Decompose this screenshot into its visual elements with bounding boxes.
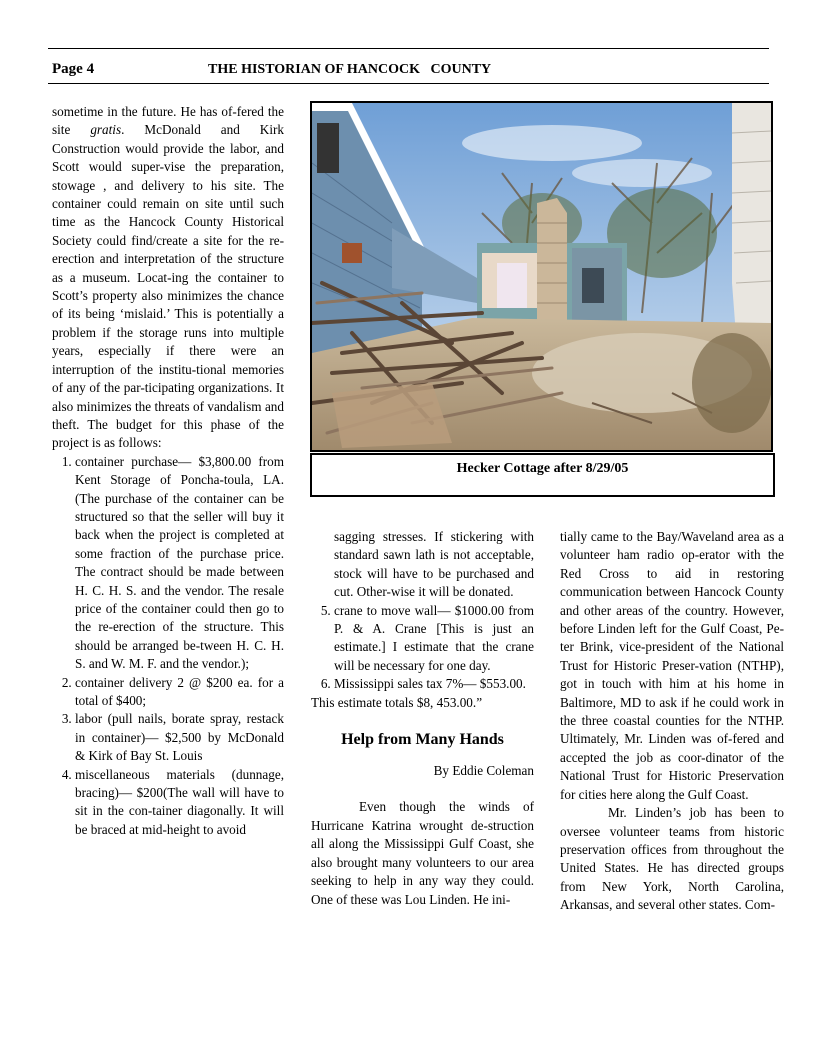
budget-item-3: 3. labor (pull nails, borate spray, restack in container)— $2,500 by McDonald & Kirk of Bay St. Louis xyxy=(75,710,284,765)
article-paragraph-1: Even though the winds of Hurricane Katrina wrought de-struction all along the Mississippi Gulf Coast, she also brought many volunteers to our area seeking to help in any way they could. One of these was Lou Linden. He ini- xyxy=(311,799,534,907)
article-byline: By Eddie Coleman xyxy=(433,763,534,779)
hecker-cottage-photo xyxy=(310,101,773,452)
photo-caption: Hecker Cottage after 8/29/05 xyxy=(456,461,629,476)
page-number: Page 4 xyxy=(52,61,95,77)
article-paragraph-2: Mr. Linden’s job has been to oversee volunteer teams from historic preservation offices from throughout the United States. He has directed groups from New York, North Carolina, Arkansas, and several other states. Com- xyxy=(560,805,784,913)
photo-caption-box xyxy=(310,453,775,497)
photo-illustration xyxy=(312,103,771,450)
budget-item-1: 1. container purchase— $3,800.00 from Kent Storage of Poncha-toula, LA. (The purchase of the container can be structured so that the seller will buy it back when the project is completed at some fraction of the purchase price. The contract should be made between H. C. H. S. and the vendor. The resale price of the container could then go to the re-erection of the structure. This should be arranged be-tween H. C. H. S. and W. M. F. and the vendor.); xyxy=(75,453,284,674)
budget-item-4-continued: sagging stresses. If stickering with standard sawn lath is not acceptable, stock will have to be purchased and cut. Other-wise it will be donated. xyxy=(334,529,534,600)
column-1-intro: sometime in the future. He has of-fered the site gratis. McDonald and Kirk Construction would provide the labor, and Scott would super-vise the preparation, stowage , and delivery to his site. The container could remain on site until such time as the Hancock County Historical Society could find/create a site for the re-erection and interpretation of the structure as a museum. Locat-ing the container to Scott’s property also minimizes the chance of its being ‘mislaid.’ This is potentially a problem if the storage runs into multiple years, especially if there were an interruption of the institu-tional memories of any of the par-ticipating organizations. It also minimizes the threats of vandalism and theft. The budget for this phase of the project is as follows: xyxy=(52,104,284,451)
budget-item-5: 5. crane to move wall— $1000.00 from P. & A. Crane [This is just an estimate.] I estimate that the crane will be necessary for one day. xyxy=(334,602,534,676)
publication-title: THE HISTORIAN OF HANCOCK COUNTY xyxy=(208,62,492,77)
budget-item-2: 2. container delivery 2 @ $200 ea. for a total of $400; xyxy=(75,674,284,711)
header-bottom-rule xyxy=(48,83,769,84)
estimate-total: This estimate totals $8, 453.00.” xyxy=(311,694,483,710)
budget-list-continued xyxy=(311,528,534,602)
budget-list-remaining xyxy=(311,602,534,694)
article-paragraph-1-continued: tially came to the Bay/Waveland area as a volunteer ham radio op-erator with the Red Cross to aid in restoring communication between Hancock County and other areas of the country. However, before Linden left for the Gulf Coast, Pe-ter Brink, vice-president of the National Trust for Historic Preser-vation (NTHP), got in touch with him at his home in Baltimore, MD to ask if he could work in the three coastal counties for the NTHP. Ultimately, Mr. Linden was of-fered and accepted the job as coor-dinator of the National Trust for Historic Preservation for cities here along the Gulf Coast. xyxy=(560,529,784,802)
header-top-rule xyxy=(48,48,769,49)
budget-item-6: 6. Mississippi sales tax 7%— $553.00. xyxy=(334,675,534,693)
budget-item-4: 4. miscellaneous materials (dunnage, bracing)— $200(The wall will have to sit in the con-tainer diagonally. It will be braced at mid-height to avoid xyxy=(75,766,284,840)
article-heading: Help from Many Hands xyxy=(341,731,504,749)
column-3 xyxy=(560,528,784,915)
column-1 xyxy=(52,103,284,839)
column-2 xyxy=(311,528,534,909)
budget-list xyxy=(52,453,284,840)
